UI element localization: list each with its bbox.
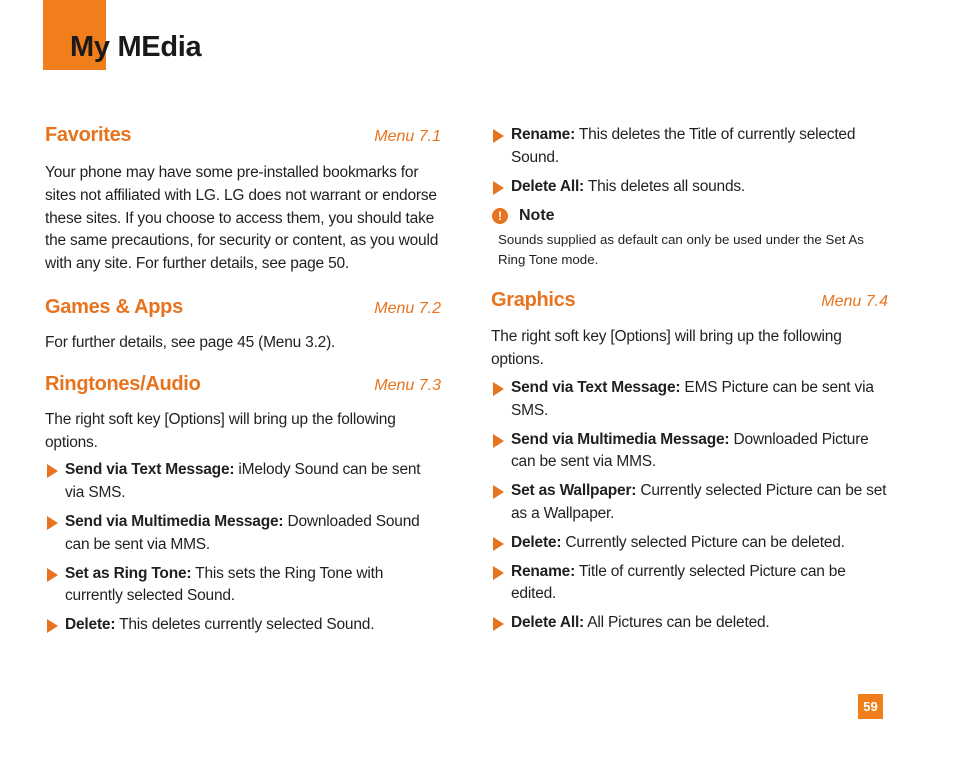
list-item: Delete All: This deletes all sounds. — [491, 176, 888, 199]
section-graphics-header — [491, 289, 888, 317]
note-header — [491, 206, 888, 228]
list-item: Send via Multimedia Message: Downloaded Sound can be sent via MMS. — [45, 511, 441, 557]
bullet-arrow-icon — [493, 566, 504, 580]
list-item: Rename: Title of currently selected Picture can be edited. — [491, 561, 888, 607]
page-number: 59 — [858, 694, 883, 719]
list-item: Send via Text Message: EMS Picture can be sent via SMS. — [491, 377, 888, 423]
section-title-favorites: Favorites — [45, 124, 132, 146]
bullet-arrow-icon — [47, 516, 58, 530]
right-column — [491, 124, 888, 635]
bullet-arrow-icon — [47, 568, 58, 582]
favorites-body: Your phone may have some pre-installed bookmarks for sites not affiliated with LG. LG does not warrant or endorse these sites. If you choose to access them, you should take the same precautions, for security or content, as you would with any site. For further details, see page 50. — [45, 164, 439, 273]
section-title-games: Games & Apps — [45, 295, 183, 318]
menu-number-graphics: Menu 7.4 — [821, 293, 888, 311]
bullet-arrow-icon — [493, 485, 504, 499]
note-title: Note — [519, 207, 555, 225]
menu-number-ringtones: Menu 7.3 — [374, 376, 441, 394]
list-item: Send via Multimedia Message: Downloaded Picture can be sent via MMS. — [491, 429, 888, 475]
bullet-arrow-icon — [493, 537, 504, 551]
list-item: Delete: This deletes currently selected Sound. — [45, 614, 441, 637]
list-item: Delete All: All Pictures can be deleted. — [491, 612, 888, 635]
left-column — [45, 124, 441, 637]
ringtones-intro: The right soft key [Options] will bring up the following options. — [45, 410, 396, 451]
menu-number-favorites: Menu 7.1 — [374, 128, 441, 145]
list-item: Set as Ring Tone: This sets the Ring Tone with currently selected Sound. — [45, 563, 441, 609]
bullet-arrow-icon — [493, 129, 504, 143]
bullet-arrow-icon — [47, 619, 58, 633]
menu-number-games: Menu 7.2 — [374, 299, 441, 317]
section-games-header — [45, 296, 441, 324]
section-title-ringtones: Ringtones/Audio — [45, 372, 201, 395]
list-item: Send via Text Message: iMelody Sound can be sent via SMS. — [45, 459, 441, 505]
section-ringtones-header — [45, 373, 441, 401]
section-title-graphics: Graphics — [491, 289, 576, 312]
list-item: Set as Wallpaper: Currently selected Picture can be set as a Wallpaper. — [491, 480, 888, 526]
list-item: Delete: Currently selected Picture can be deleted. — [491, 532, 888, 555]
bullet-arrow-icon — [493, 434, 504, 448]
games-body: For further details, see page 45 (Menu 3.2). — [45, 333, 336, 351]
list-item: Rename: This deletes the Title of currently selected Sound. — [491, 124, 888, 170]
bullet-arrow-icon — [493, 382, 504, 396]
bullet-arrow-icon — [493, 617, 504, 631]
note-text: Sounds supplied as default can only be used under the Set As Ring Tone mode. — [498, 232, 864, 268]
bullet-arrow-icon — [47, 464, 58, 478]
graphics-intro: The right soft key [Options] will bring up the following options. — [491, 328, 842, 369]
section-favorites-header — [45, 124, 441, 152]
page-title: My MEdia — [70, 31, 202, 63]
bullet-arrow-icon — [493, 181, 504, 195]
exclamation-icon: ! — [492, 208, 508, 224]
